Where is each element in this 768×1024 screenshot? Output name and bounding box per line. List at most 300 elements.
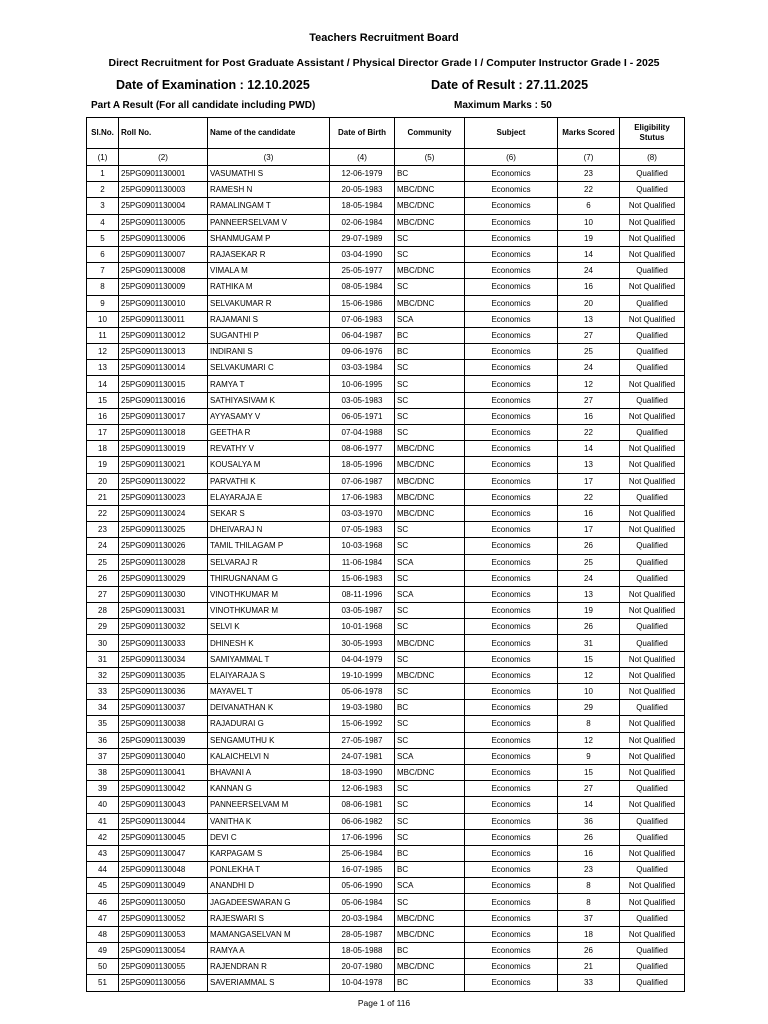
table-row	[87, 441, 685, 457]
cell-eligibility: Qualified	[620, 959, 685, 975]
cell-slno: 32	[87, 667, 119, 683]
cell-roll-no: 25PG0901130011	[119, 311, 208, 327]
cell-marks: 27	[558, 327, 620, 343]
cell-roll-no: 25PG0901130016	[119, 392, 208, 408]
cell-name: KANNAN G	[208, 781, 330, 797]
cell-community: MBC/DNC	[395, 214, 465, 230]
cell-community: MBC/DNC	[395, 473, 465, 489]
cell-dob: 25-05-1977	[330, 263, 395, 279]
table-row	[87, 263, 685, 279]
cell-slno: 8	[87, 279, 119, 295]
table-row	[87, 570, 685, 586]
table-row	[87, 651, 685, 667]
cell-subject: Economics	[465, 457, 558, 473]
cell-name: SUGANTHI P	[208, 327, 330, 343]
cell-roll-no: 25PG0901130031	[119, 603, 208, 619]
cell-marks: 18	[558, 926, 620, 942]
cell-slno: 6	[87, 246, 119, 262]
cell-community: MBC/DNC	[395, 198, 465, 214]
cell-community: SC	[395, 230, 465, 246]
table-row	[87, 943, 685, 959]
cell-community: BC	[395, 975, 465, 991]
table-row	[87, 700, 685, 716]
cell-subject: Economics	[465, 619, 558, 635]
cell-roll-no: 25PG0901130032	[119, 619, 208, 635]
cell-community: BC	[395, 700, 465, 716]
table-row	[87, 522, 685, 538]
cell-dob: 03-03-1970	[330, 505, 395, 521]
cell-marks: 22	[558, 489, 620, 505]
cell-community: SC	[395, 376, 465, 392]
cell-eligibility: Not Qualified	[620, 748, 685, 764]
table-header-row	[87, 118, 685, 149]
cell-roll-no: 25PG0901130008	[119, 263, 208, 279]
table-row	[87, 684, 685, 700]
col-header-marks: Marks Scored	[558, 118, 620, 149]
cell-dob: 05-06-1978	[330, 684, 395, 700]
table-row	[87, 392, 685, 408]
col-header-community: Community	[395, 118, 465, 149]
cell-name: DHINESH K	[208, 635, 330, 651]
cell-slno: 35	[87, 716, 119, 732]
cell-subject: Economics	[465, 716, 558, 732]
cell-roll-no: 25PG0901130018	[119, 425, 208, 441]
cell-name: RAMALINGAM T	[208, 198, 330, 214]
cell-marks: 31	[558, 635, 620, 651]
table-row	[87, 716, 685, 732]
cell-marks: 16	[558, 845, 620, 861]
cell-subject: Economics	[465, 684, 558, 700]
cell-marks: 19	[558, 230, 620, 246]
table-row	[87, 489, 685, 505]
cell-name: ELAYARAJA E	[208, 489, 330, 505]
cell-slno: 19	[87, 457, 119, 473]
cell-eligibility: Not Qualified	[620, 667, 685, 683]
cell-slno: 5	[87, 230, 119, 246]
cell-name: KARPAGAM S	[208, 845, 330, 861]
cell-community: MBC/DNC	[395, 926, 465, 942]
cell-name: DHEIVARAJ N	[208, 522, 330, 538]
cell-roll-no: 25PG0901130019	[119, 441, 208, 457]
table-row	[87, 797, 685, 813]
cell-marks: 25	[558, 554, 620, 570]
cell-slno: 33	[87, 684, 119, 700]
cell-community: SC	[395, 716, 465, 732]
cell-dob: 27-05-1987	[330, 732, 395, 748]
cell-name: SELVARAJ R	[208, 554, 330, 570]
cell-slno: 30	[87, 635, 119, 651]
cell-eligibility: Not Qualified	[620, 230, 685, 246]
cell-marks: 37	[558, 910, 620, 926]
cell-subject: Economics	[465, 279, 558, 295]
cell-marks: 17	[558, 522, 620, 538]
cell-subject: Economics	[465, 408, 558, 424]
cell-eligibility: Not Qualified	[620, 586, 685, 602]
cell-dob: 20-03-1984	[330, 910, 395, 926]
cell-roll-no: 25PG0901130030	[119, 586, 208, 602]
cell-eligibility: Qualified	[620, 489, 685, 505]
cell-name: RAMYA A	[208, 943, 330, 959]
cell-marks: 13	[558, 586, 620, 602]
cell-dob: 03-05-1983	[330, 392, 395, 408]
cell-subject: Economics	[465, 505, 558, 521]
cell-name: KALAICHELVI N	[208, 748, 330, 764]
cell-marks: 36	[558, 813, 620, 829]
cell-name: RAJASEKAR R	[208, 246, 330, 262]
table-row	[87, 376, 685, 392]
table-row	[87, 214, 685, 230]
cell-community: SC	[395, 522, 465, 538]
cell-roll-no: 25PG0901130024	[119, 505, 208, 521]
cell-slno: 24	[87, 538, 119, 554]
table-row	[87, 862, 685, 878]
cell-community: SC	[395, 360, 465, 376]
cell-marks: 15	[558, 764, 620, 780]
cell-roll-no: 25PG0901130014	[119, 360, 208, 376]
cell-name: SEKAR S	[208, 505, 330, 521]
cell-subject: Economics	[465, 182, 558, 198]
cell-marks: 24	[558, 263, 620, 279]
cell-subject: Economics	[465, 586, 558, 602]
table-row	[87, 619, 685, 635]
cell-dob: 25-06-1984	[330, 845, 395, 861]
table-row	[87, 166, 685, 182]
cell-slno: 14	[87, 376, 119, 392]
cell-roll-no: 25PG0901130041	[119, 764, 208, 780]
cell-eligibility: Not Qualified	[620, 441, 685, 457]
cell-eligibility: Qualified	[620, 829, 685, 845]
cell-roll-no: 25PG0901130039	[119, 732, 208, 748]
cell-slno: 22	[87, 505, 119, 521]
col-index: (6)	[465, 149, 558, 166]
cell-slno: 26	[87, 570, 119, 586]
cell-community: MBC/DNC	[395, 441, 465, 457]
cell-roll-no: 25PG0901130005	[119, 214, 208, 230]
cell-community: MBC/DNC	[395, 505, 465, 521]
cell-roll-no: 25PG0901130053	[119, 926, 208, 942]
cell-community: SC	[395, 894, 465, 910]
cell-marks: 23	[558, 862, 620, 878]
cell-roll-no: 25PG0901130007	[119, 246, 208, 262]
cell-marks: 26	[558, 829, 620, 845]
cell-community: BC	[395, 943, 465, 959]
cell-eligibility: Qualified	[620, 910, 685, 926]
cell-community: SC	[395, 619, 465, 635]
table-row	[87, 845, 685, 861]
cell-slno: 21	[87, 489, 119, 505]
cell-marks: 12	[558, 732, 620, 748]
cell-slno: 29	[87, 619, 119, 635]
cell-roll-no: 25PG0901130015	[119, 376, 208, 392]
cell-community: SC	[395, 570, 465, 586]
cell-subject: Economics	[465, 845, 558, 861]
cell-eligibility: Not Qualified	[620, 311, 685, 327]
cell-slno: 31	[87, 651, 119, 667]
cell-roll-no: 25PG0901130049	[119, 878, 208, 894]
cell-roll-no: 25PG0901130004	[119, 198, 208, 214]
cell-subject: Economics	[465, 748, 558, 764]
cell-subject: Economics	[465, 943, 558, 959]
cell-roll-no: 25PG0901130048	[119, 862, 208, 878]
cell-roll-no: 25PG0901130035	[119, 667, 208, 683]
cell-community: SC	[395, 246, 465, 262]
cell-slno: 1	[87, 166, 119, 182]
cell-dob: 10-04-1978	[330, 975, 395, 991]
cell-eligibility: Qualified	[620, 425, 685, 441]
cell-slno: 49	[87, 943, 119, 959]
col-index: (8)	[620, 149, 685, 166]
cell-dob: 24-07-1981	[330, 748, 395, 764]
cell-name: SATHIYASIVAM K	[208, 392, 330, 408]
cell-roll-no: 25PG0901130044	[119, 813, 208, 829]
cell-name: VINOTHKUMAR M	[208, 603, 330, 619]
cell-eligibility: Qualified	[620, 392, 685, 408]
table-row	[87, 457, 685, 473]
col-index: (3)	[208, 149, 330, 166]
cell-dob: 30-05-1993	[330, 635, 395, 651]
cell-name: RAJENDRAN R	[208, 959, 330, 975]
cell-name: DEIVANATHAN K	[208, 700, 330, 716]
cell-name: RAJAMANI S	[208, 311, 330, 327]
cell-slno: 48	[87, 926, 119, 942]
cell-dob: 12-06-1979	[330, 166, 395, 182]
cell-community: SCA	[395, 586, 465, 602]
cell-dob: 03-04-1990	[330, 246, 395, 262]
cell-eligibility: Not Qualified	[620, 684, 685, 700]
cell-name: VASUMATHI S	[208, 166, 330, 182]
cell-slno: 15	[87, 392, 119, 408]
results-table	[86, 117, 685, 992]
cell-community: SCA	[395, 311, 465, 327]
cell-eligibility: Not Qualified	[620, 279, 685, 295]
cell-marks: 19	[558, 603, 620, 619]
table-body	[87, 166, 685, 992]
cell-eligibility: Qualified	[620, 166, 685, 182]
cell-marks: 26	[558, 538, 620, 554]
cell-subject: Economics	[465, 959, 558, 975]
cell-marks: 17	[558, 473, 620, 489]
cell-marks: 16	[558, 408, 620, 424]
cell-name: PARVATHI K	[208, 473, 330, 489]
cell-community: MBC/DNC	[395, 295, 465, 311]
cell-name: REVATHY V	[208, 441, 330, 457]
cell-name: BHAVANI A	[208, 764, 330, 780]
table-row	[87, 813, 685, 829]
cell-eligibility: Not Qualified	[620, 505, 685, 521]
cell-slno: 38	[87, 764, 119, 780]
table-row	[87, 667, 685, 683]
cell-dob: 16-07-1985	[330, 862, 395, 878]
cell-community: SCA	[395, 554, 465, 570]
cell-slno: 25	[87, 554, 119, 570]
cell-slno: 2	[87, 182, 119, 198]
cell-eligibility: Qualified	[620, 943, 685, 959]
cell-dob: 02-06-1984	[330, 214, 395, 230]
cell-dob: 07-04-1988	[330, 425, 395, 441]
cell-eligibility: Qualified	[620, 619, 685, 635]
cell-marks: 8	[558, 878, 620, 894]
cell-slno: 45	[87, 878, 119, 894]
cell-name: SAVERIAMMAL S	[208, 975, 330, 991]
cell-community: MBC/DNC	[395, 667, 465, 683]
cell-dob: 10-03-1968	[330, 538, 395, 554]
cell-marks: 12	[558, 667, 620, 683]
cell-eligibility: Qualified	[620, 862, 685, 878]
cell-name: JAGADEESWARAN G	[208, 894, 330, 910]
cell-subject: Economics	[465, 570, 558, 586]
col-index: (2)	[119, 149, 208, 166]
cell-community: SCA	[395, 878, 465, 894]
cell-community: BC	[395, 166, 465, 182]
cell-eligibility: Qualified	[620, 570, 685, 586]
table-row	[87, 764, 685, 780]
cell-slno: 27	[87, 586, 119, 602]
cell-eligibility: Not Qualified	[620, 716, 685, 732]
table-row	[87, 910, 685, 926]
cell-roll-no: 25PG0901130006	[119, 230, 208, 246]
cell-dob: 20-07-1980	[330, 959, 395, 975]
cell-marks: 22	[558, 182, 620, 198]
cell-community: MBC/DNC	[395, 182, 465, 198]
cell-marks: 12	[558, 376, 620, 392]
cell-slno: 51	[87, 975, 119, 991]
cell-dob: 28-05-1987	[330, 926, 395, 942]
cell-name: RAJESWARI S	[208, 910, 330, 926]
cell-subject: Economics	[465, 230, 558, 246]
table-row	[87, 894, 685, 910]
cell-eligibility: Not Qualified	[620, 797, 685, 813]
cell-dob: 03-05-1987	[330, 603, 395, 619]
cell-name: THIRUGNANAM G	[208, 570, 330, 586]
cell-dob: 18-03-1990	[330, 764, 395, 780]
cell-marks: 25	[558, 344, 620, 360]
cell-marks: 24	[558, 570, 620, 586]
cell-subject: Economics	[465, 376, 558, 392]
cell-dob: 07-06-1987	[330, 473, 395, 489]
cell-name: DEVI C	[208, 829, 330, 845]
cell-slno: 40	[87, 797, 119, 813]
cell-eligibility: Not Qualified	[620, 246, 685, 262]
cell-marks: 14	[558, 797, 620, 813]
cell-eligibility: Not Qualified	[620, 522, 685, 538]
cell-marks: 14	[558, 246, 620, 262]
cell-roll-no: 25PG0901130054	[119, 943, 208, 959]
cell-subject: Economics	[465, 781, 558, 797]
cell-dob: 06-04-1987	[330, 327, 395, 343]
cell-name: ELAIYARAJA S	[208, 667, 330, 683]
cell-subject: Economics	[465, 473, 558, 489]
cell-roll-no: 25PG0901130050	[119, 894, 208, 910]
cell-subject: Economics	[465, 246, 558, 262]
table-row	[87, 975, 685, 991]
cell-subject: Economics	[465, 489, 558, 505]
cell-slno: 7	[87, 263, 119, 279]
cell-dob: 06-06-1982	[330, 813, 395, 829]
cell-slno: 23	[87, 522, 119, 538]
cell-roll-no: 25PG0901130003	[119, 182, 208, 198]
cell-dob: 17-06-1996	[330, 829, 395, 845]
cell-community: SC	[395, 781, 465, 797]
cell-eligibility: Qualified	[620, 554, 685, 570]
cell-community: MBC/DNC	[395, 635, 465, 651]
cell-dob: 10-06-1995	[330, 376, 395, 392]
cell-community: MBC/DNC	[395, 263, 465, 279]
cell-slno: 41	[87, 813, 119, 829]
cell-dob: 15-06-1992	[330, 716, 395, 732]
cell-eligibility: Not Qualified	[620, 376, 685, 392]
cell-slno: 28	[87, 603, 119, 619]
cell-subject: Economics	[465, 813, 558, 829]
cell-roll-no: 25PG0901130010	[119, 295, 208, 311]
cell-marks: 23	[558, 166, 620, 182]
cell-subject: Economics	[465, 554, 558, 570]
table-row	[87, 311, 685, 327]
cell-roll-no: 25PG0901130037	[119, 700, 208, 716]
organization-title: Teachers Recruitment Board	[309, 32, 459, 44]
cell-community: MBC/DNC	[395, 489, 465, 505]
cell-slno: 9	[87, 295, 119, 311]
cell-name: TAMIL THILAGAM P	[208, 538, 330, 554]
cell-slno: 4	[87, 214, 119, 230]
cell-dob: 15-06-1983	[330, 570, 395, 586]
cell-slno: 11	[87, 327, 119, 343]
cell-subject: Economics	[465, 700, 558, 716]
cell-slno: 12	[87, 344, 119, 360]
cell-dob: 06-05-1971	[330, 408, 395, 424]
cell-slno: 3	[87, 198, 119, 214]
cell-subject: Economics	[465, 910, 558, 926]
cell-slno: 18	[87, 441, 119, 457]
cell-subject: Economics	[465, 344, 558, 360]
cell-roll-no: 25PG0901130036	[119, 684, 208, 700]
cell-marks: 13	[558, 457, 620, 473]
cell-name: AYYASAMY V	[208, 408, 330, 424]
cell-dob: 07-06-1983	[330, 311, 395, 327]
cell-dob: 12-06-1983	[330, 781, 395, 797]
cell-roll-no: 25PG0901130040	[119, 748, 208, 764]
table-row	[87, 425, 685, 441]
cell-community: SC	[395, 829, 465, 845]
cell-community: SC	[395, 651, 465, 667]
table-row	[87, 878, 685, 894]
cell-roll-no: 25PG0901130017	[119, 408, 208, 424]
cell-marks: 8	[558, 894, 620, 910]
cell-eligibility: Qualified	[620, 781, 685, 797]
table-row	[87, 344, 685, 360]
cell-name: INDIRANI S	[208, 344, 330, 360]
cell-community: SC	[395, 603, 465, 619]
cell-dob: 20-05-1983	[330, 182, 395, 198]
cell-slno: 50	[87, 959, 119, 975]
cell-eligibility: Not Qualified	[620, 457, 685, 473]
cell-marks: 22	[558, 425, 620, 441]
cell-roll-no: 25PG0901130034	[119, 651, 208, 667]
cell-name: MAYAVEL T	[208, 684, 330, 700]
cell-name: GEETHA R	[208, 425, 330, 441]
cell-name: MAMANGASELVAN M	[208, 926, 330, 942]
cell-name: RAJADURAI G	[208, 716, 330, 732]
table-row	[87, 295, 685, 311]
maximum-marks: Maximum Marks : 50	[454, 100, 552, 111]
cell-community: MBC/DNC	[395, 910, 465, 926]
part-a-label: Part A Result (For all candidate including PWD)	[91, 100, 316, 111]
cell-community: SCA	[395, 748, 465, 764]
cell-roll-no: 25PG0901130009	[119, 279, 208, 295]
cell-name: ANANDHI D	[208, 878, 330, 894]
cell-eligibility: Not Qualified	[620, 845, 685, 861]
cell-name: SAMIYAMMAL T	[208, 651, 330, 667]
cell-dob: 18-05-1996	[330, 457, 395, 473]
